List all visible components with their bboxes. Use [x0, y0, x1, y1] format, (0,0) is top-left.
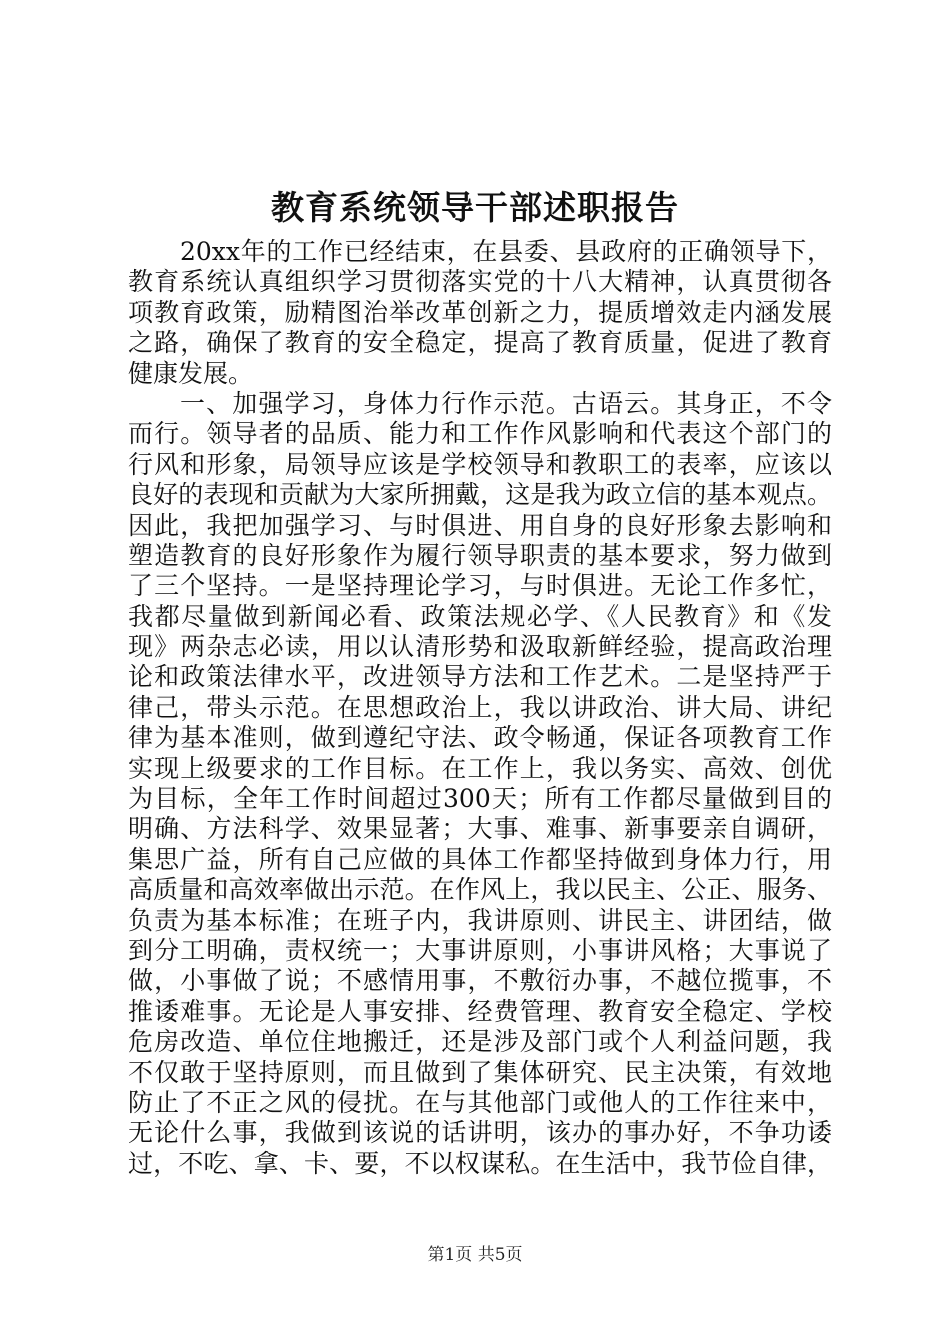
text-line: 之路，确保了教育的安全稳定，提高了教育质量，促进了教育 — [128, 328, 832, 358]
text-line: 论和政策法律水平，改进领导方法和工作艺术。二是坚持严于 — [128, 662, 832, 692]
text-line: 高质量和高效率做出示范。在作风上，我以民主、公正、服务、 — [128, 875, 832, 905]
text-line: 集思广益，所有自己应做的具体工作都坚持做到身体力行，用 — [128, 844, 832, 874]
text-line: 良好的表现和贡献为大家所拥戴，这是我为政立信的基本观点。 — [128, 480, 832, 510]
text-line: 塑造教育的良好形象作为履行领导职责的基本要求，努力做到 — [128, 540, 832, 570]
text-line: 了三个坚持。一是坚持理论学习，与时俱进。无论工作多忙， — [128, 571, 832, 601]
text-line: 我都尽量做到新闻必看、政策法规必学、《人民教育》和《发 — [128, 601, 832, 631]
text-line: 项教育政策，励精图治举改革创新之力，提质增效走内涵发展 — [128, 297, 832, 327]
text-line: 教育系统认真组织学习贯彻落实党的十八大精神，认真贯彻各 — [128, 267, 832, 297]
text-line: 做，小事做了说；不感情用事，不敷衍办事，不越位揽事，不 — [128, 966, 832, 996]
text-line: 过，不吃、拿、卡、要，不以权谋私。在生活中，我节俭自律， — [128, 1148, 832, 1178]
text-line: 无论什么事，我做到该说的话讲明，该办的事办好，不争功诿 — [128, 1118, 832, 1148]
text-line: 而行。领导者的品质、能力和工作作风影响和代表这个部门的 — [128, 419, 832, 449]
text-line: 到分工明确，责权统一；大事讲原则，小事讲风格；大事说了 — [128, 935, 832, 965]
text-line: 危房改造、单位住地搬迁，还是涉及部门或个人利益问题，我 — [128, 1027, 832, 1057]
text-line: 为目标，全年工作时间超过300天；所有工作都尽量做到目的 — [128, 784, 832, 814]
text-line: 负责为基本标准；在班子内，我讲原则、讲民主、讲团结，做 — [128, 905, 832, 935]
page-number: 第1页 共5页 — [427, 1245, 523, 1265]
text-line: 防止了不正之风的侵扰。在与其他部门或他人的工作往来中， — [128, 1087, 832, 1117]
text-line: 律为基本准则，做到遵纪守法、政令畅通，保证各项教育工作 — [128, 723, 832, 753]
text-line: 实现上级要求的工作目标。在工作上，我以务实、高效、创优 — [128, 753, 832, 783]
text-line: 20xx年的工作已经结束，在县委、县政府的正确领导下， — [180, 237, 832, 266]
text-line: 明确、方法科学、效果显著；大事、难事、新事要亲自调研， — [128, 814, 832, 844]
text-line: 现》两杂志必读，用以认清形势和汲取新鲜经验，提高政治理 — [128, 632, 832, 662]
text-line: 行风和形象，局领导应该是学校领导和教职工的表率，应该以 — [128, 449, 832, 479]
text-line: 健康发展。 — [128, 358, 254, 388]
text-line: 推诿难事。无论是人事安排、经费管理、教育安全稳定、学校 — [128, 996, 832, 1026]
text-line: 不仅敢于坚持原则，而且做到了集体研究、民主决策，有效地 — [128, 1057, 832, 1087]
document-title: 教育系统领导干部述职报告 — [271, 188, 679, 227]
document-body — [128, 237, 832, 1179]
text-line: 律己，带头示范。在思想政治上，我以讲政治、讲大局、讲纪 — [128, 692, 832, 722]
text-line: 一、加强学习，身体力行作示范。古语云。其身正，不令 — [180, 388, 832, 418]
text-line: 因此，我把加强学习、与时俱进、用自身的良好形象去影响和 — [128, 510, 832, 540]
